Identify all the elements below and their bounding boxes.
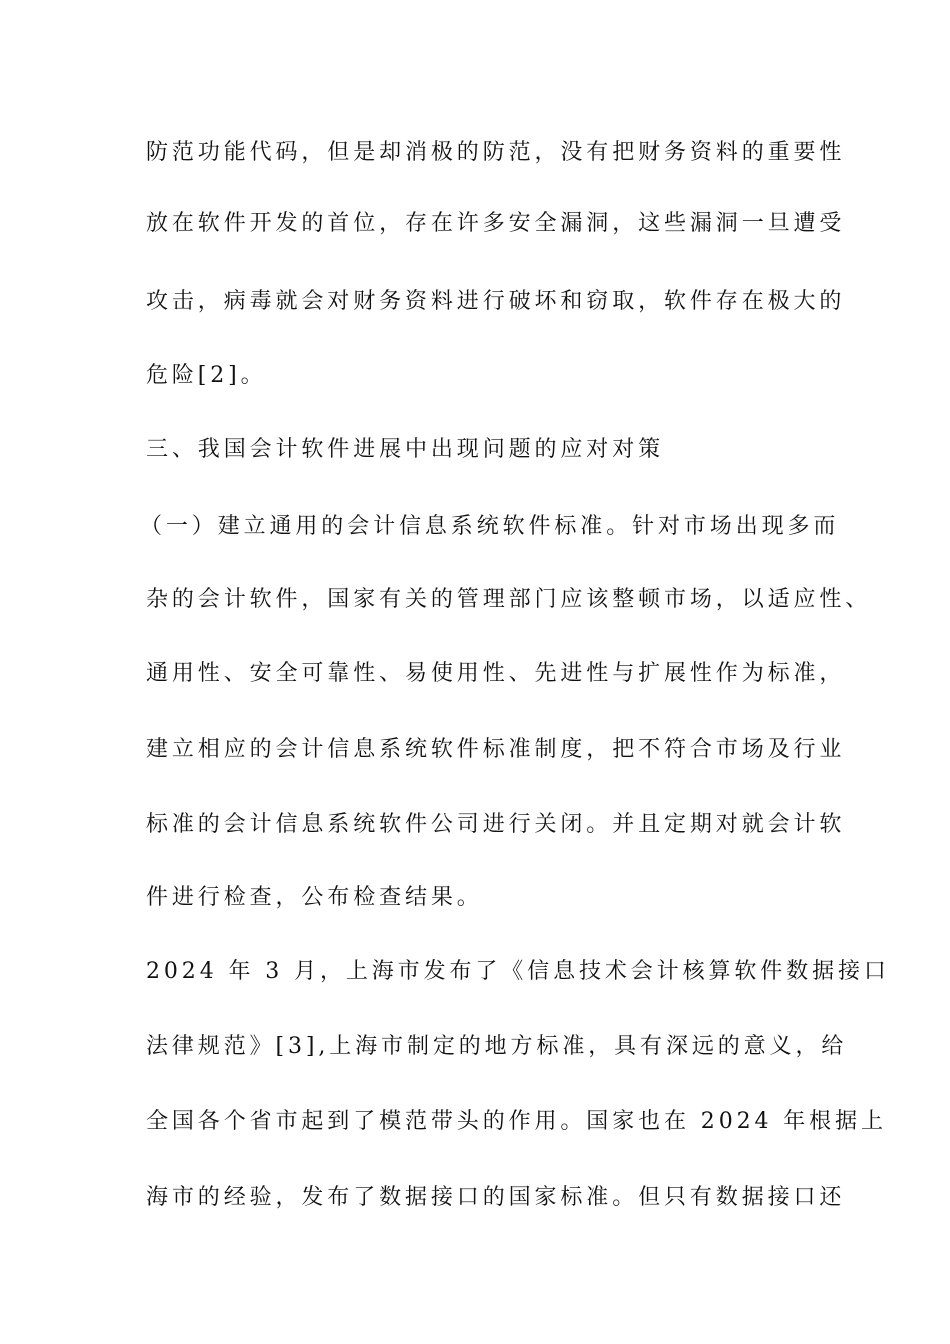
text-line: 危险[2]。 bbox=[146, 363, 267, 388]
text-line: 建立相应的会计信息系统软件标准制度，把不符合市场及行业 bbox=[146, 737, 846, 762]
text-line: 攻击，病毒就会对财务资料进行破坏和窃取，软件存在极大的 bbox=[146, 289, 846, 314]
text-line: （一）建立通用的会计信息系统软件标准。针对市场出现多而 bbox=[140, 514, 840, 539]
text-line: 件进行检查，公布检查结果。 bbox=[146, 885, 483, 910]
text-line: 通用性、安全可靠性、易使用性、先进性与扩展性作为标准， bbox=[146, 661, 846, 686]
section-heading: 三、我国会计软件进展中出现问题的应对对策 bbox=[146, 437, 665, 462]
text-line: 2024 年 3 月，上海市发布了《信息技术会计核算软件数据接口 bbox=[146, 959, 890, 984]
text-line: 防范功能代码，但是却消极的防范，没有把财务资料的重要性 bbox=[146, 140, 846, 165]
text-line: 标准的会计信息系统软件公司进行关闭。并且定期对就会计软 bbox=[146, 812, 846, 837]
text-line: 放在软件开发的首位，存在许多安全漏洞，这些漏洞一旦遭受 bbox=[146, 211, 846, 236]
text-line: 杂的会计软件，国家有关的管理部门应该整顿市场，以适应性、 bbox=[146, 587, 872, 612]
text-line: 法律规范》[3],上海市制定的地方标准，具有深远的意义，给 bbox=[146, 1034, 848, 1059]
text-line: 海市的经验，发布了数据接口的国家标准。但只有数据接口还 bbox=[146, 1185, 846, 1210]
text-line: 全国各个省市起到了模范带头的作用。国家也在 2024 年根据上 bbox=[146, 1109, 887, 1134]
